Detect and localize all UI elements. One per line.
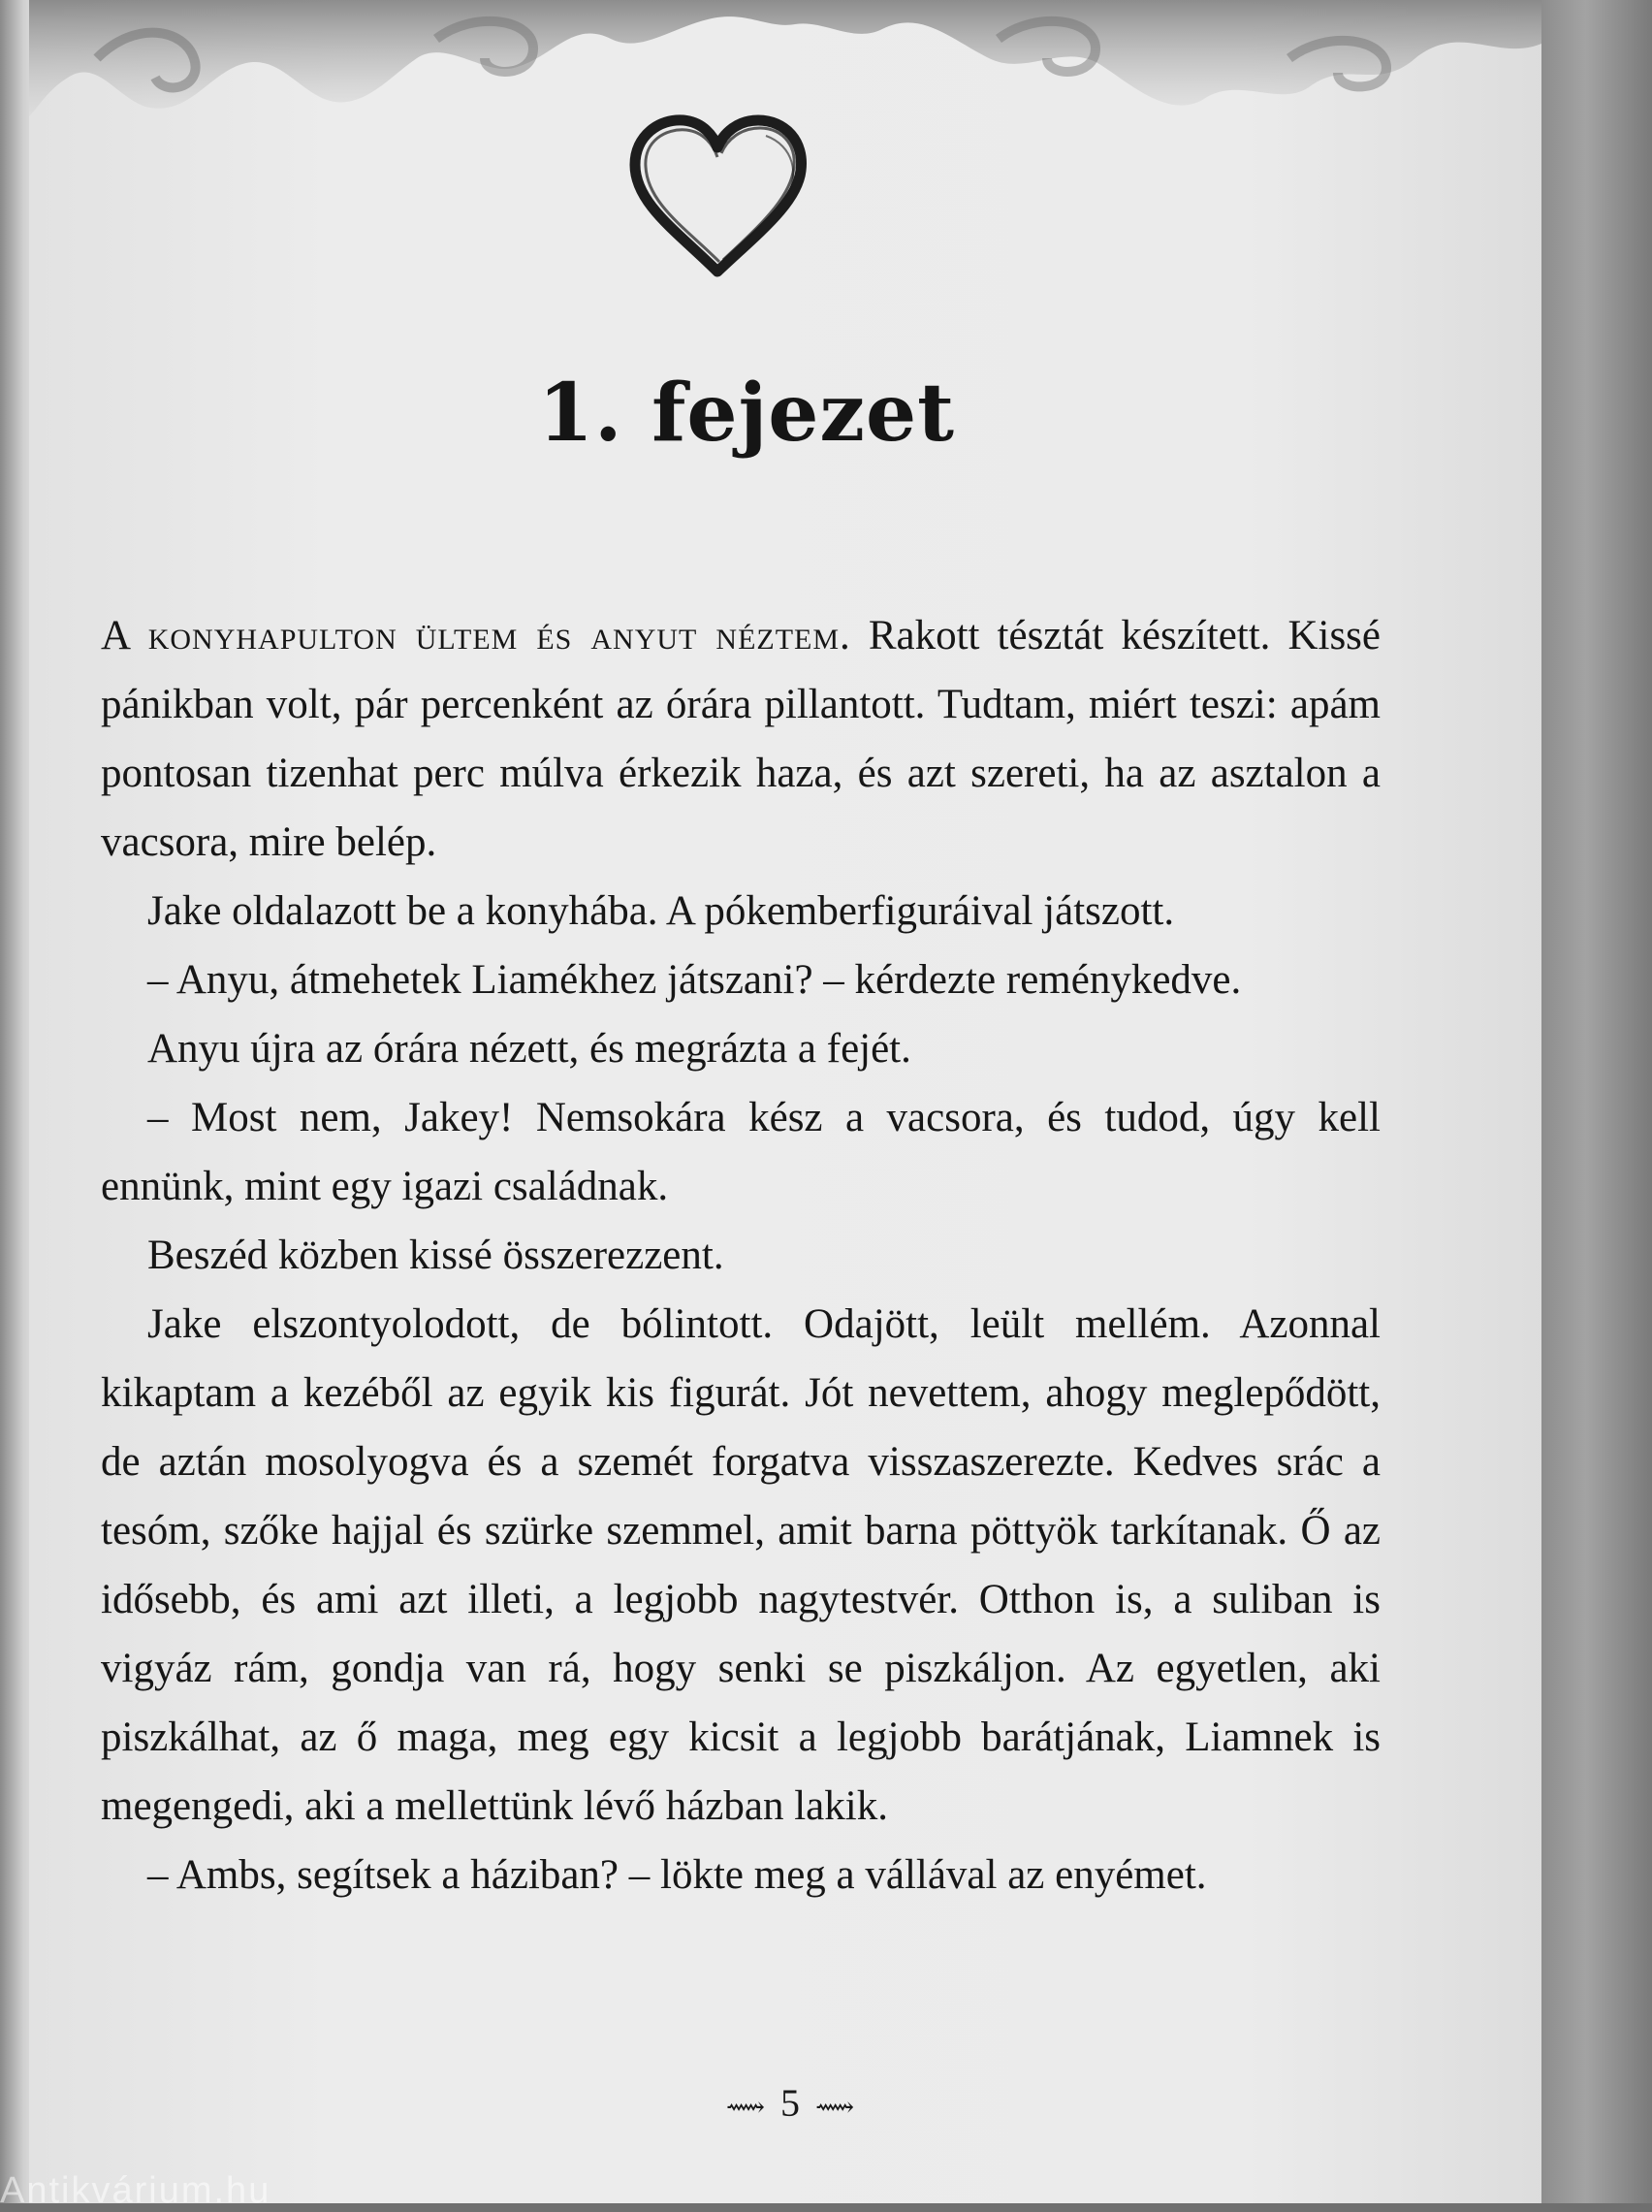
paragraph: – Most nem, Jakey! Nemsokára kész a vacsora, és tudod, úgy kell ennünk, mint egy igazi családnak. [101, 1095, 1381, 1209]
paragraph-text: Rakott tésztát készített. Kissé pánikban volt, pár percenként az órára pillantott. Tudtam, miért teszi: apám pontosan tizenhat perc múlva érkezik haza, és azt szereti, ha az asztalon a vacsora, mire belép. [101, 613, 1382, 865]
page-number: 5 [780, 2081, 800, 2125]
watermark-text: Antikvárium.hu [0, 2170, 271, 2211]
arrow-flourish-icon: ⟿ [815, 2092, 855, 2123]
page-number-folio [29, 2080, 1551, 2126]
paragraph: – Ambs, segítsek a háziban? – lökte meg a vállával az enyémet. [147, 1852, 1207, 1898]
paragraph-lead-in: A konyhapulton ültem és anyut néztem. [101, 613, 851, 658]
paragraph: Jake oldalazott be a konyhába. A pókemberfiguráival játszott. [147, 888, 1175, 934]
chapter-title: 1. fejezet [537, 367, 956, 460]
heart-icon [611, 107, 824, 281]
background-surface [1541, 0, 1652, 2203]
paragraph: Beszéd közben kissé összerezzent. [147, 1233, 724, 1278]
arrow-flourish-icon: ⟿ [725, 2092, 765, 2123]
paragraph [101, 601, 1381, 877]
paragraph: Anyu újra az órára nézett, és megrázta a fejét. [147, 1026, 911, 1072]
paragraph: – Anyu, átmehetek Liamékhez játszani? – kérdezte reménykedve. [147, 957, 1242, 1003]
chapter-body [101, 601, 1381, 1909]
paragraph: Jake elszontyolodott, de bólintott. Odajött, leült mellém. Azonnal kikaptam a kezéből az egyik kis figurát. Jót nevettem, ahogy meglepődött, de aztán mosolyogva és a szemét forgatva visszaszerezte. Kedves srác a tesóm, szőke hajjal és szürke szemmel, amit barna pöttyök tarkítanak. Ő az idősebb, és ami azt illeti, a legjobb nagytestvér. Otthon is, a suliban is vigyáz rám, gondja van rá, hogy senki se piszkáljon. Az egyetlen, aki piszkálhat, az ő maga, meg egy kicsit a legjobb barátjának, Liamnek is megengedi, aki a mellettünk lévő házban lakik. [101, 1301, 1381, 1829]
book-page [29, 0, 1551, 2203]
